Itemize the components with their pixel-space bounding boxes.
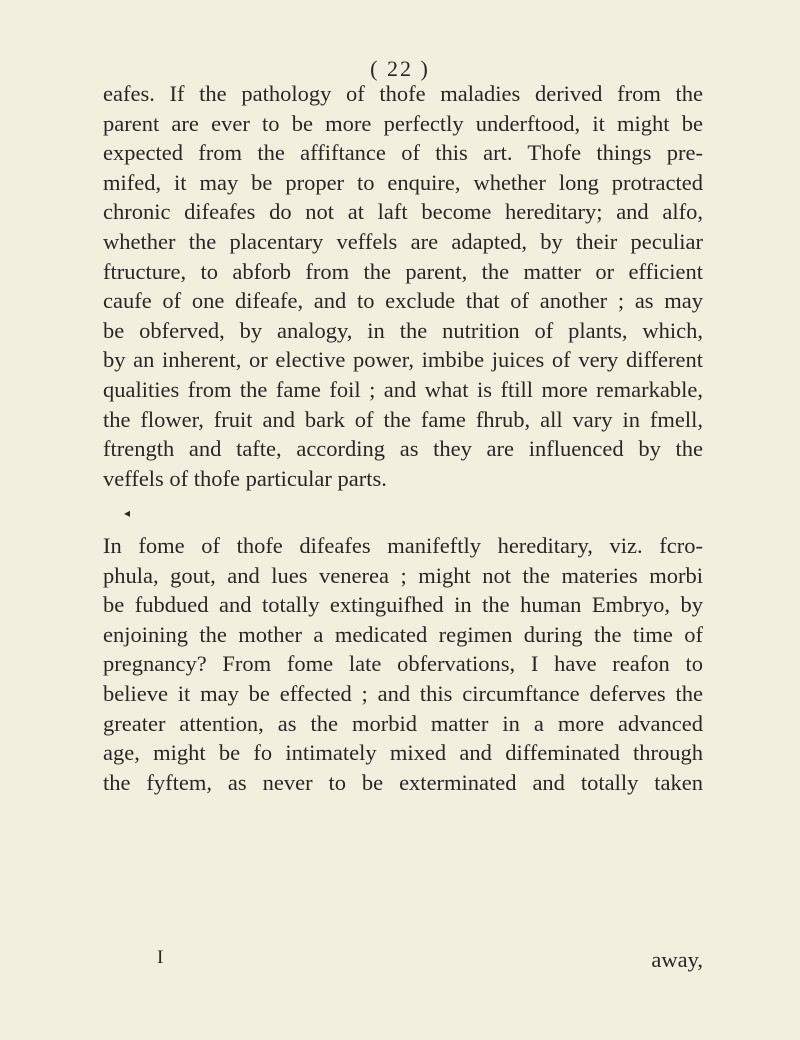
ornament-mark: ◂ bbox=[124, 506, 131, 520]
paragraph-1 bbox=[103, 79, 703, 493]
text-line: enjoining the mother a medicated regimen during the time of bbox=[103, 621, 703, 647]
text-line: qualities from the fame foil ; and what is ftill more remarkable, bbox=[103, 376, 703, 402]
text-line: veffels of thofe particular parts. bbox=[103, 465, 387, 491]
text-line: be fubdued and totally extinguifhed in the human Embryo, by bbox=[103, 592, 703, 618]
text-line: whether the placentary veffels are adapted, by their peculiar bbox=[103, 228, 703, 254]
text-line: ftrength and tafte, according as they are influenced by the bbox=[103, 436, 703, 462]
text-line: pregnancy? From fome late obfervations, I have reafon to bbox=[103, 651, 703, 677]
text-line: chronic difeafes do not at laft become hereditary; and alfo, bbox=[103, 199, 703, 225]
text-line: by an inherent, or elective power, imbibe juices of very different bbox=[103, 347, 703, 373]
text-line: caufe of one difeafe, and to exclude that of another ; as may bbox=[103, 288, 703, 314]
text-line: mifed, it may be proper to enquire, whether long protracted bbox=[103, 169, 703, 195]
text-line: age, might be fo intimately mixed and diffeminated through bbox=[103, 740, 703, 766]
page-number: ( 22 ) bbox=[370, 56, 430, 81]
text-line: ftructure, to abforb from the parent, the matter or efficient bbox=[103, 258, 703, 284]
text-line: be obferved, by analogy, in the nutrition of plants, which, bbox=[103, 317, 703, 343]
signature-mark: I bbox=[157, 947, 164, 968]
text-line: phula, gout, and lues venerea ; might not the materies morbi bbox=[103, 562, 703, 588]
text-line: the flower, fruit and bark of the fame fhrub, all vary in fmell, bbox=[103, 406, 703, 432]
text-line: expected from the affiftance of this art. Thofe things pre- bbox=[103, 140, 703, 166]
text-line: parent are ever to be more perfectly underftood, it might be bbox=[103, 110, 703, 136]
catchword: away, bbox=[651, 947, 703, 972]
text-line: the fyftem, as never to be exterminated and totally taken bbox=[103, 769, 703, 795]
text-line: greater attention, as the morbid matter in a more advanced bbox=[103, 710, 703, 736]
text-line: eafes. If the pathology of thofe maladies derived from the bbox=[103, 81, 703, 106]
paragraph-2 bbox=[103, 531, 703, 797]
text-line: In fome of thofe difeafes manifeftly hereditary, viz. fcro- bbox=[103, 533, 703, 558]
text-line: believe it may be effected ; and this circumftance deferves the bbox=[103, 680, 703, 706]
